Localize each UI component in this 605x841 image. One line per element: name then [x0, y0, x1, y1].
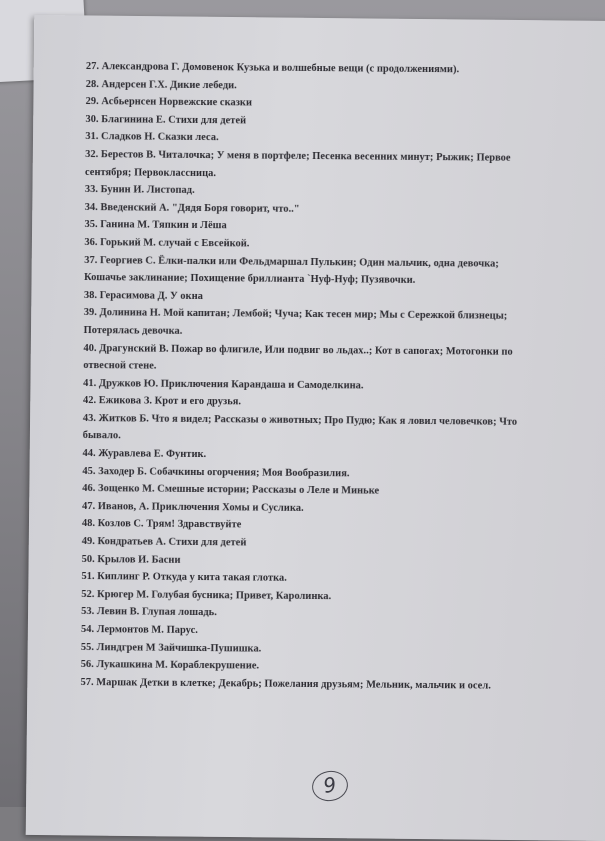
list-item-line: 44. Журавлева Е. Фунтик.: [82, 448, 207, 461]
list-item-line: 29. Асбьернсен Норвежские сказки: [85, 96, 253, 109]
list-item-line: 31. Сладков Н. Сказки леса.: [85, 131, 219, 144]
list-item: [84, 252, 564, 291]
list-item-line: 47. Иванов, А. Приключения Хомы и Суслика.: [82, 500, 304, 514]
list-item-continuation: бывало.: [82, 430, 121, 442]
list-item-continuation: Потерялась девочка.: [83, 324, 183, 337]
list-item-line: 38. Герасимова Д. У окна: [83, 289, 203, 302]
list-item: [84, 304, 564, 343]
reading-list: [80, 58, 566, 696]
list-item-line: 32. Берестов В. Читалочка; У меня в портфеле; Песенка весенних минут; Рыжик; Первое: [85, 148, 511, 164]
list-item-line: 42. Ежикова З. Крот и его друзья.: [82, 395, 242, 408]
list-item-line: 55. Линдгрен М Зайчишка-Пушишка.: [80, 641, 262, 655]
list-item-continuation: сентября; Первоклассница.: [84, 166, 217, 179]
list-item-line: 48. Козлов С. Трям! Здравствуйте: [81, 518, 242, 531]
list-item-line: 30. Благинина Е. Стихи для детей: [85, 113, 247, 127]
list-item-line: 39. Долинина Н. Мой капитан; Лембой; Чуча; Как тесен мир; Мы с Сережкой близнецы;: [83, 307, 508, 322]
list-item-line: 34. Введенский А. "Дядя Боря говорит, что..": [84, 201, 300, 215]
list-item-line: 28. Андерсен Г.Х. Дикие лебеди.: [85, 78, 237, 91]
list-item: [85, 146, 565, 185]
list-item-line: 43. Житков Б. Что я видел; Рассказы о животных; Про Пудю; Как я ловил человечков; Что: [82, 412, 518, 428]
page-number: 9: [321, 772, 339, 798]
list-item-line: 57. Маршак Детки в клетке; Декабрь; Пожелания друзьям; Мельник, мальчик и осел.: [80, 676, 491, 692]
list-item-line: 53. Левин В. Глупая лошадь.: [81, 606, 217, 619]
list-item: [83, 339, 563, 378]
list-item-line: 56. Лукашкина М. Кораблекрушение.: [80, 659, 260, 672]
list-item-line: 49. Кондратьев А. Стихи для детей: [81, 536, 247, 549]
list-item-line: 37. Георгиев С. Ёлки-палки или Фельдмаршал Пулькин; Один мальчик, одна девочка;: [84, 254, 499, 270]
list-item-line: 52. Крюгер М. Голубая бусника; Привет, Каролинка.: [81, 588, 332, 602]
list-item-line: 51. Киплинг Р. Откуда у кита такая глотка.: [81, 571, 287, 584]
list-item-line: 40. Драгунский В. Пожар во флигиле, Или подвиг во льдах..; Кот в сапогах; Мотогонки по: [83, 342, 513, 358]
list-item: [83, 410, 563, 449]
list-item-line: 50. Крылов И. Басни: [81, 553, 181, 566]
list-item-line: 45. Заходер Б. Собачкины огорчения; Моя Вообразилия.: [82, 465, 350, 479]
list-item-line: 27. Александрова Г. Домовенок Кузька и волшебные вещи (с продолжениями).: [85, 60, 460, 76]
list-item-line: 36. Горький М. случай с Евсейкой.: [84, 236, 250, 250]
list-item-line: 35. Ганина М. Тяпкин и Лёша: [84, 219, 227, 232]
list-item-line: 46. Зощенко М. Смешные истории; Рассказы о Леле и Миньке: [82, 483, 380, 497]
list-item-line: 54. Лермонтов М. Парус.: [80, 623, 198, 636]
list-item-line: 33. Бунин И. Листопад.: [84, 184, 195, 197]
list-item-continuation: отвесной стене.: [83, 360, 157, 372]
list-item-line: 41. Дружков Ю. Приключения Карандаша и Самоделкина.: [83, 377, 364, 392]
list-item-continuation: Кошачье заклинание; Похищение бриллианта `Нуф-Нуф; Пузявочки.: [84, 272, 416, 287]
